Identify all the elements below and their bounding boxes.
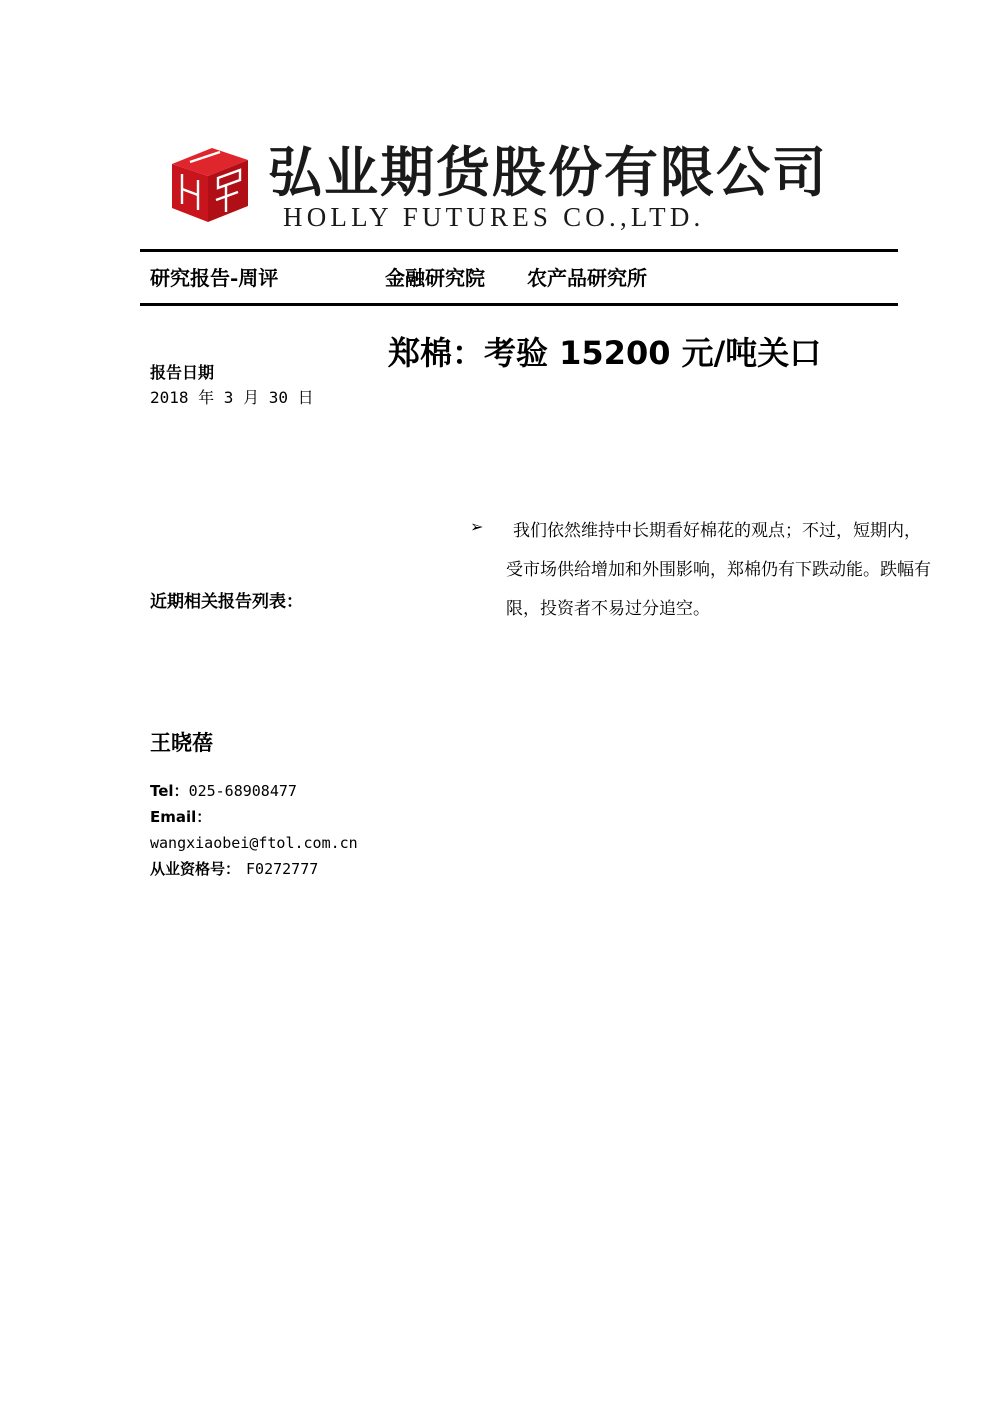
tel-label: Tel： xyxy=(150,782,189,800)
bullet-arrow-icon: ➢ xyxy=(470,517,484,536)
email-label: Email： xyxy=(150,808,212,826)
institute-name: 金融研究院 xyxy=(385,266,485,290)
email-value[interactable]: wangxiaobei@ftol.com.cn xyxy=(150,834,358,852)
report-type: 研究报告-周评 xyxy=(150,266,279,290)
license-label: 从业资格号： xyxy=(150,860,241,878)
department-name: 农产品研究所 xyxy=(527,266,647,290)
related-reports-label: 近期相关报告列表： xyxy=(150,592,303,612)
header-bottom-rule xyxy=(140,303,898,306)
license-row xyxy=(150,857,318,881)
header-top-rule xyxy=(140,249,898,252)
company-name-en: HOLLY FUTURES CO.,LTD. xyxy=(283,202,705,232)
tel-row xyxy=(150,779,297,803)
license-value: F0272777 xyxy=(246,860,319,878)
date-value: 2018 年 3 月 30 日 xyxy=(150,388,314,407)
tel-value: 025-68908477 xyxy=(188,782,297,800)
summary-text: 我们依然维持中长期看好棉花的观点；不过，短期内，受市场供给增加和外围影响，郑棉仍有下跌动能。跌幅有限，投资者不易过分追空。 xyxy=(506,521,931,619)
report-title: 郑棉：考验 15200 元/吨关口 xyxy=(388,334,822,372)
company-name-cn: 弘业期货股份有限公司 xyxy=(268,140,828,204)
analyst-name: 王晓蓓 xyxy=(150,730,213,755)
date-label: 报告日期 xyxy=(150,363,215,382)
company-logo-icon xyxy=(168,142,252,224)
